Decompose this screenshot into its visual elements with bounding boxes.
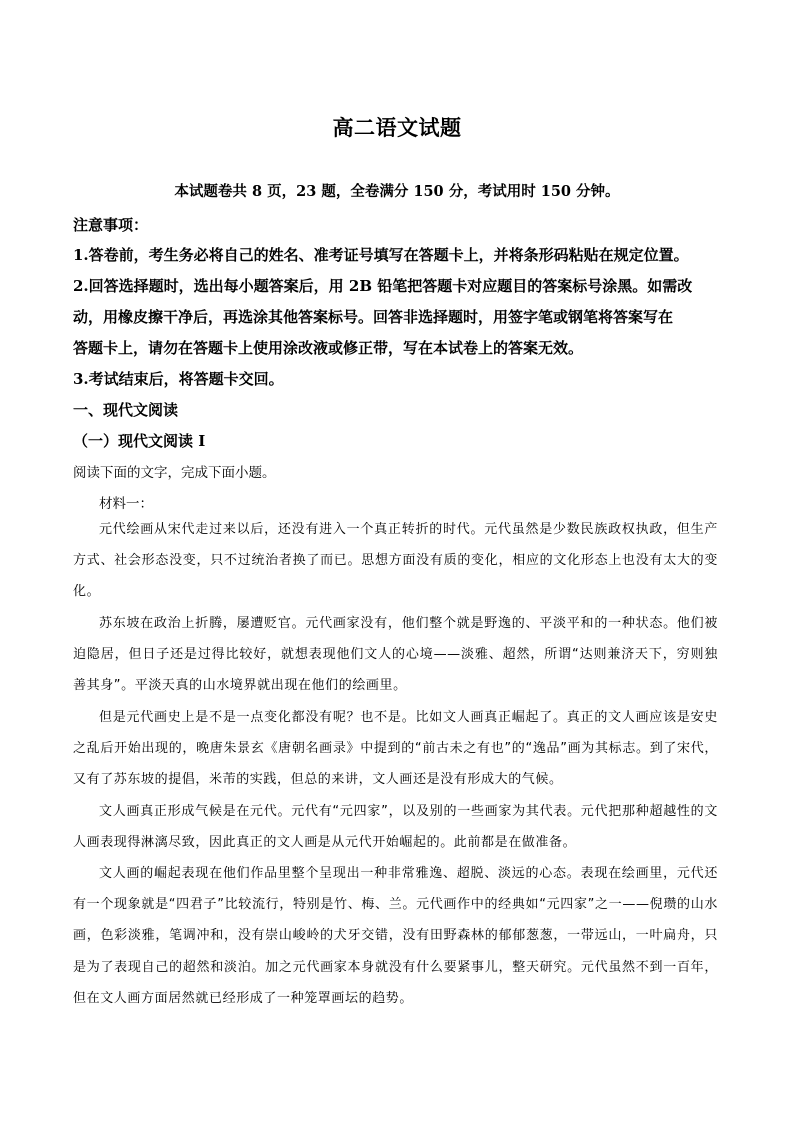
notice-item-2-line-3: 答题卡上，请勿在答题卡上使用涂改液或修正带，写在本试卷上的答案无效。 bbox=[73, 339, 584, 357]
reading-instruction: 阅读下面的文字，完成下面小题。 bbox=[73, 465, 276, 481]
notice-heading: 注意事项： bbox=[73, 216, 149, 234]
section-heading: 一、现代文阅读 bbox=[73, 401, 179, 419]
notice-item-2-line-2: 动，用橡皮擦干净后，再选涂其他答案标号。回答非选择题时，用签字笔或钢笔将答案写在 bbox=[73, 308, 674, 326]
notice-item-2-line-1: 2.回答选择题时，选出每小题答案后，用 2B 铅笔把答题卡对应题目的答案标号涂黑。如需改 bbox=[73, 277, 693, 295]
material-label: 材料一： bbox=[99, 496, 153, 512]
paragraph-1: 元代绘画从宋代走过来以后，还没有进入一个真正转折的时代。元代虽然是少数民族政权执政，但生产方式、社会形态没变，只不过统治者换了而已。思想方面没有质的变化，相应的文化形态上也没有太大的变化。 bbox=[73, 522, 718, 600]
paragraph-2: 苏东坡在政治上折腾，屡遭贬官。元代画家没有，他们整个就是野逸的、平淡平和的一种状态。他们被迫隐居，但日子还是过得比较好，就想表现他们文人的心境——淡雅、超然，所谓“达则兼济天下，穷则独善其身”。平淡天真的山水境界就出现在他们的绘画里。 bbox=[73, 616, 718, 694]
paragraph-5: 文人画的崛起表现在他们作品里整个呈现出一种非常雅逸、超脱、淡远的心态。表现在绘画里，元代还有一个现象就是“四君子”比较流行，特别是竹、梅、兰。元代画作中的经典如“元四家”之一——倪瓒的山水画，色彩淡雅，笔调冲和，没有崇山峻岭的犬牙交错，没有田野森林的郁郁葱葱，一带远山，一叶扁舟，只是为了表现自己的超然和淡泊。加之元代画家本身就没有什么要紧事儿，整天研究。元代虽然不到一百年，但在文人画方面居然就已经形成了一种笼罩画坛的趋势。 bbox=[73, 866, 718, 1006]
subsection-heading: （一）现代文阅读 I bbox=[73, 432, 206, 450]
exam-info: 本试题卷共 8 页，23 题，全卷满分 150 分，考试用时 150 分钟。 bbox=[174, 183, 620, 200]
page-title: 高二语文试题 bbox=[332, 115, 462, 140]
paragraph-3: 但是元代画史上是不是一点变化都没有呢？也不是。比如文人画真正崛起了。真正的文人画应该是安史之乱后开始出现的，晚唐朱景玄《唐朝名画录》中提到的“前古未之有也”的“逸品”画为其标志。到了宋代，又有了苏东坡的提倡，米芾的实践，但总的来讲，文人画还是没有形成大的气候。 bbox=[73, 710, 718, 788]
notice-item-3: 3.考试结束后，将答题卡交回。 bbox=[73, 370, 284, 388]
paragraph-4: 文人画真正形成气候是在元代。元代有“元四家”，以及别的一些画家为其代表。元代把那种超越性的文人画表现得淋漓尽致，因此真正的文人画是从元代开始崛起的。此前都是在做准备。 bbox=[73, 804, 718, 851]
notice-item-1: 1.答卷前，考生务必将自己的姓名、准考证号填写在答题卡上，并将条形码粘贴在规定位置。 bbox=[73, 246, 689, 264]
